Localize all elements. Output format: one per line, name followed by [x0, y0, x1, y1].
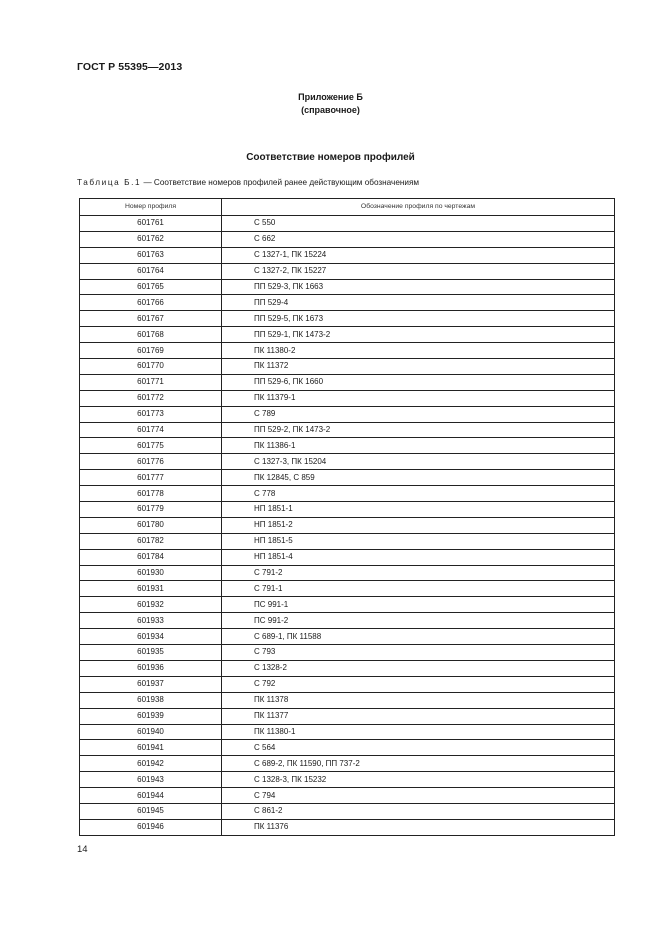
table-row [80, 438, 615, 454]
table-row [80, 263, 615, 279]
annex-title: Приложение Б [298, 92, 363, 102]
table-row [80, 231, 615, 247]
drawing-designation-cell: С 1328-2 [222, 660, 615, 676]
table-row [80, 645, 615, 661]
drawing-designation-cell: ПК 11379-1 [222, 390, 615, 406]
column-header-profile-number: Номер профиля [80, 199, 222, 216]
table-row [80, 724, 615, 740]
table-row [80, 311, 615, 327]
table-row [80, 803, 615, 819]
profile-number-cell: 601765 [80, 279, 222, 295]
drawing-designation-cell: ПП 529-1, ПК 1473-2 [222, 327, 615, 343]
drawing-designation-cell: ПК 11378 [222, 692, 615, 708]
drawing-designation-cell: НП 1851-5 [222, 533, 615, 549]
table-row [80, 359, 615, 375]
profile-number-cell: 601779 [80, 502, 222, 518]
profile-number-cell: 601934 [80, 629, 222, 645]
profile-number-cell: 601941 [80, 740, 222, 756]
drawing-designation-cell: ПК 11372 [222, 359, 615, 375]
drawing-designation-cell: ПК 11380-1 [222, 724, 615, 740]
drawing-designation-cell: ПП 529-6, ПК 1660 [222, 374, 615, 390]
table-row [80, 708, 615, 724]
profile-number-cell: 601777 [80, 470, 222, 486]
drawing-designation-cell: С 1327-2, ПК 15227 [222, 263, 615, 279]
annex-subtitle: (справочное) [301, 105, 360, 115]
profile-number-cell: 601769 [80, 343, 222, 359]
profile-number-cell: 601933 [80, 613, 222, 629]
profile-number-cell: 601770 [80, 359, 222, 375]
table-row [80, 454, 615, 470]
drawing-designation-cell: С 689-1, ПК 11588 [222, 629, 615, 645]
drawing-designation-cell: ПК 11376 [222, 819, 615, 835]
profile-number-cell: 601930 [80, 565, 222, 581]
profile-number-cell: 601778 [80, 486, 222, 502]
table-row [80, 422, 615, 438]
table-row [80, 533, 615, 549]
table-row [80, 613, 615, 629]
drawing-designation-cell: С 1327-3, ПК 15204 [222, 454, 615, 470]
table-row [80, 581, 615, 597]
table-row [80, 406, 615, 422]
profile-number-cell: 601764 [80, 263, 222, 279]
drawing-designation-cell: ПК 12845, С 859 [222, 470, 615, 486]
drawing-designation-cell: С 789 [222, 406, 615, 422]
table-row [80, 327, 615, 343]
table-caption-label: Таблица Б.1 [77, 178, 142, 187]
table-row [80, 343, 615, 359]
table-row [80, 549, 615, 565]
drawing-designation-cell: С 791-2 [222, 565, 615, 581]
profile-number-cell: 601936 [80, 660, 222, 676]
drawing-designation-cell: ПС 991-2 [222, 613, 615, 629]
profile-number-cell: 601932 [80, 597, 222, 613]
column-header-drawing-designation: Обозначение профиля по чертежам [222, 199, 615, 216]
drawing-designation-cell: С 1328-3, ПК 15232 [222, 772, 615, 788]
table-row [80, 390, 615, 406]
table-row [80, 819, 615, 835]
profile-number-cell: 601780 [80, 517, 222, 533]
table-row [80, 676, 615, 692]
profile-number-cell: 601782 [80, 533, 222, 549]
profile-number-cell: 601768 [80, 327, 222, 343]
drawing-designation-cell: НП 1851-4 [222, 549, 615, 565]
profile-number-cell: 601772 [80, 390, 222, 406]
profile-number-cell: 601771 [80, 374, 222, 390]
drawing-designation-cell: С 1327-1, ПК 15224 [222, 247, 615, 263]
table-row [80, 247, 615, 263]
table-row [80, 470, 615, 486]
table-row [80, 279, 615, 295]
profile-number-cell: 601943 [80, 772, 222, 788]
profile-number-cell: 601762 [80, 231, 222, 247]
profile-number-cell: 601937 [80, 676, 222, 692]
profile-number-cell: 601773 [80, 406, 222, 422]
drawing-designation-cell: ПС 991-1 [222, 597, 615, 613]
table-header-row [80, 199, 615, 216]
drawing-designation-cell: ПП 529-3, ПК 1663 [222, 279, 615, 295]
table-row [80, 517, 615, 533]
profile-number-cell: 601942 [80, 756, 222, 772]
drawing-designation-cell: С 689-2, ПК 11590, ПП 737-2 [222, 756, 615, 772]
profile-number-cell: 601944 [80, 788, 222, 804]
table-row [80, 740, 615, 756]
table-row [80, 756, 615, 772]
profile-number-cell: 601767 [80, 311, 222, 327]
drawing-designation-cell: ПП 529-4 [222, 295, 615, 311]
table-row [80, 629, 615, 645]
table-row [80, 502, 615, 518]
drawing-designation-cell: С 793 [222, 645, 615, 661]
table-caption [77, 178, 419, 187]
drawing-designation-cell: С 792 [222, 676, 615, 692]
profile-number-cell: 601946 [80, 819, 222, 835]
document-id: ГОСТ Р 55395—2013 [77, 61, 183, 73]
drawing-designation-cell: С 550 [222, 216, 615, 232]
drawing-designation-cell: С 861-2 [222, 803, 615, 819]
table-row [80, 772, 615, 788]
table-row [80, 597, 615, 613]
profile-number-cell: 601776 [80, 454, 222, 470]
table-row [80, 216, 615, 232]
profile-number-cell: 601763 [80, 247, 222, 263]
table-row [80, 788, 615, 804]
profile-number-cell: 601938 [80, 692, 222, 708]
drawing-designation-cell: ПК 11377 [222, 708, 615, 724]
drawing-designation-cell: С 794 [222, 788, 615, 804]
table-row [80, 374, 615, 390]
drawing-designation-cell: ПК 11386-1 [222, 438, 615, 454]
profile-number-cell: 601775 [80, 438, 222, 454]
table-caption-text: — Соответствие номеров профилей ранее действующим обозначениям [141, 178, 420, 187]
drawing-designation-cell: НП 1851-1 [222, 502, 615, 518]
page-number: 14 [77, 844, 88, 855]
profile-number-cell: 601931 [80, 581, 222, 597]
table-row [80, 295, 615, 311]
drawing-designation-cell: НП 1851-2 [222, 517, 615, 533]
drawing-designation-cell: ПП 529-2, ПК 1473-2 [222, 422, 615, 438]
table-row [80, 486, 615, 502]
profiles-table [79, 198, 615, 836]
table-row [80, 660, 615, 676]
profile-number-cell: 601766 [80, 295, 222, 311]
drawing-designation-cell: ПК 11380-2 [222, 343, 615, 359]
profile-number-cell: 601945 [80, 803, 222, 819]
table-row [80, 692, 615, 708]
profile-number-cell: 601774 [80, 422, 222, 438]
drawing-designation-cell: С 791-1 [222, 581, 615, 597]
profile-number-cell: 601784 [80, 549, 222, 565]
table-body [80, 216, 615, 836]
section-title: Соответствие номеров профилей [246, 152, 415, 163]
drawing-designation-cell: С 564 [222, 740, 615, 756]
drawing-designation-cell: С 662 [222, 231, 615, 247]
profile-number-cell: 601761 [80, 216, 222, 232]
table-row [80, 565, 615, 581]
profile-number-cell: 601935 [80, 645, 222, 661]
drawing-designation-cell: ПП 529-5, ПК 1673 [222, 311, 615, 327]
profile-number-cell: 601939 [80, 708, 222, 724]
drawing-designation-cell: С 778 [222, 486, 615, 502]
profile-number-cell: 601940 [80, 724, 222, 740]
